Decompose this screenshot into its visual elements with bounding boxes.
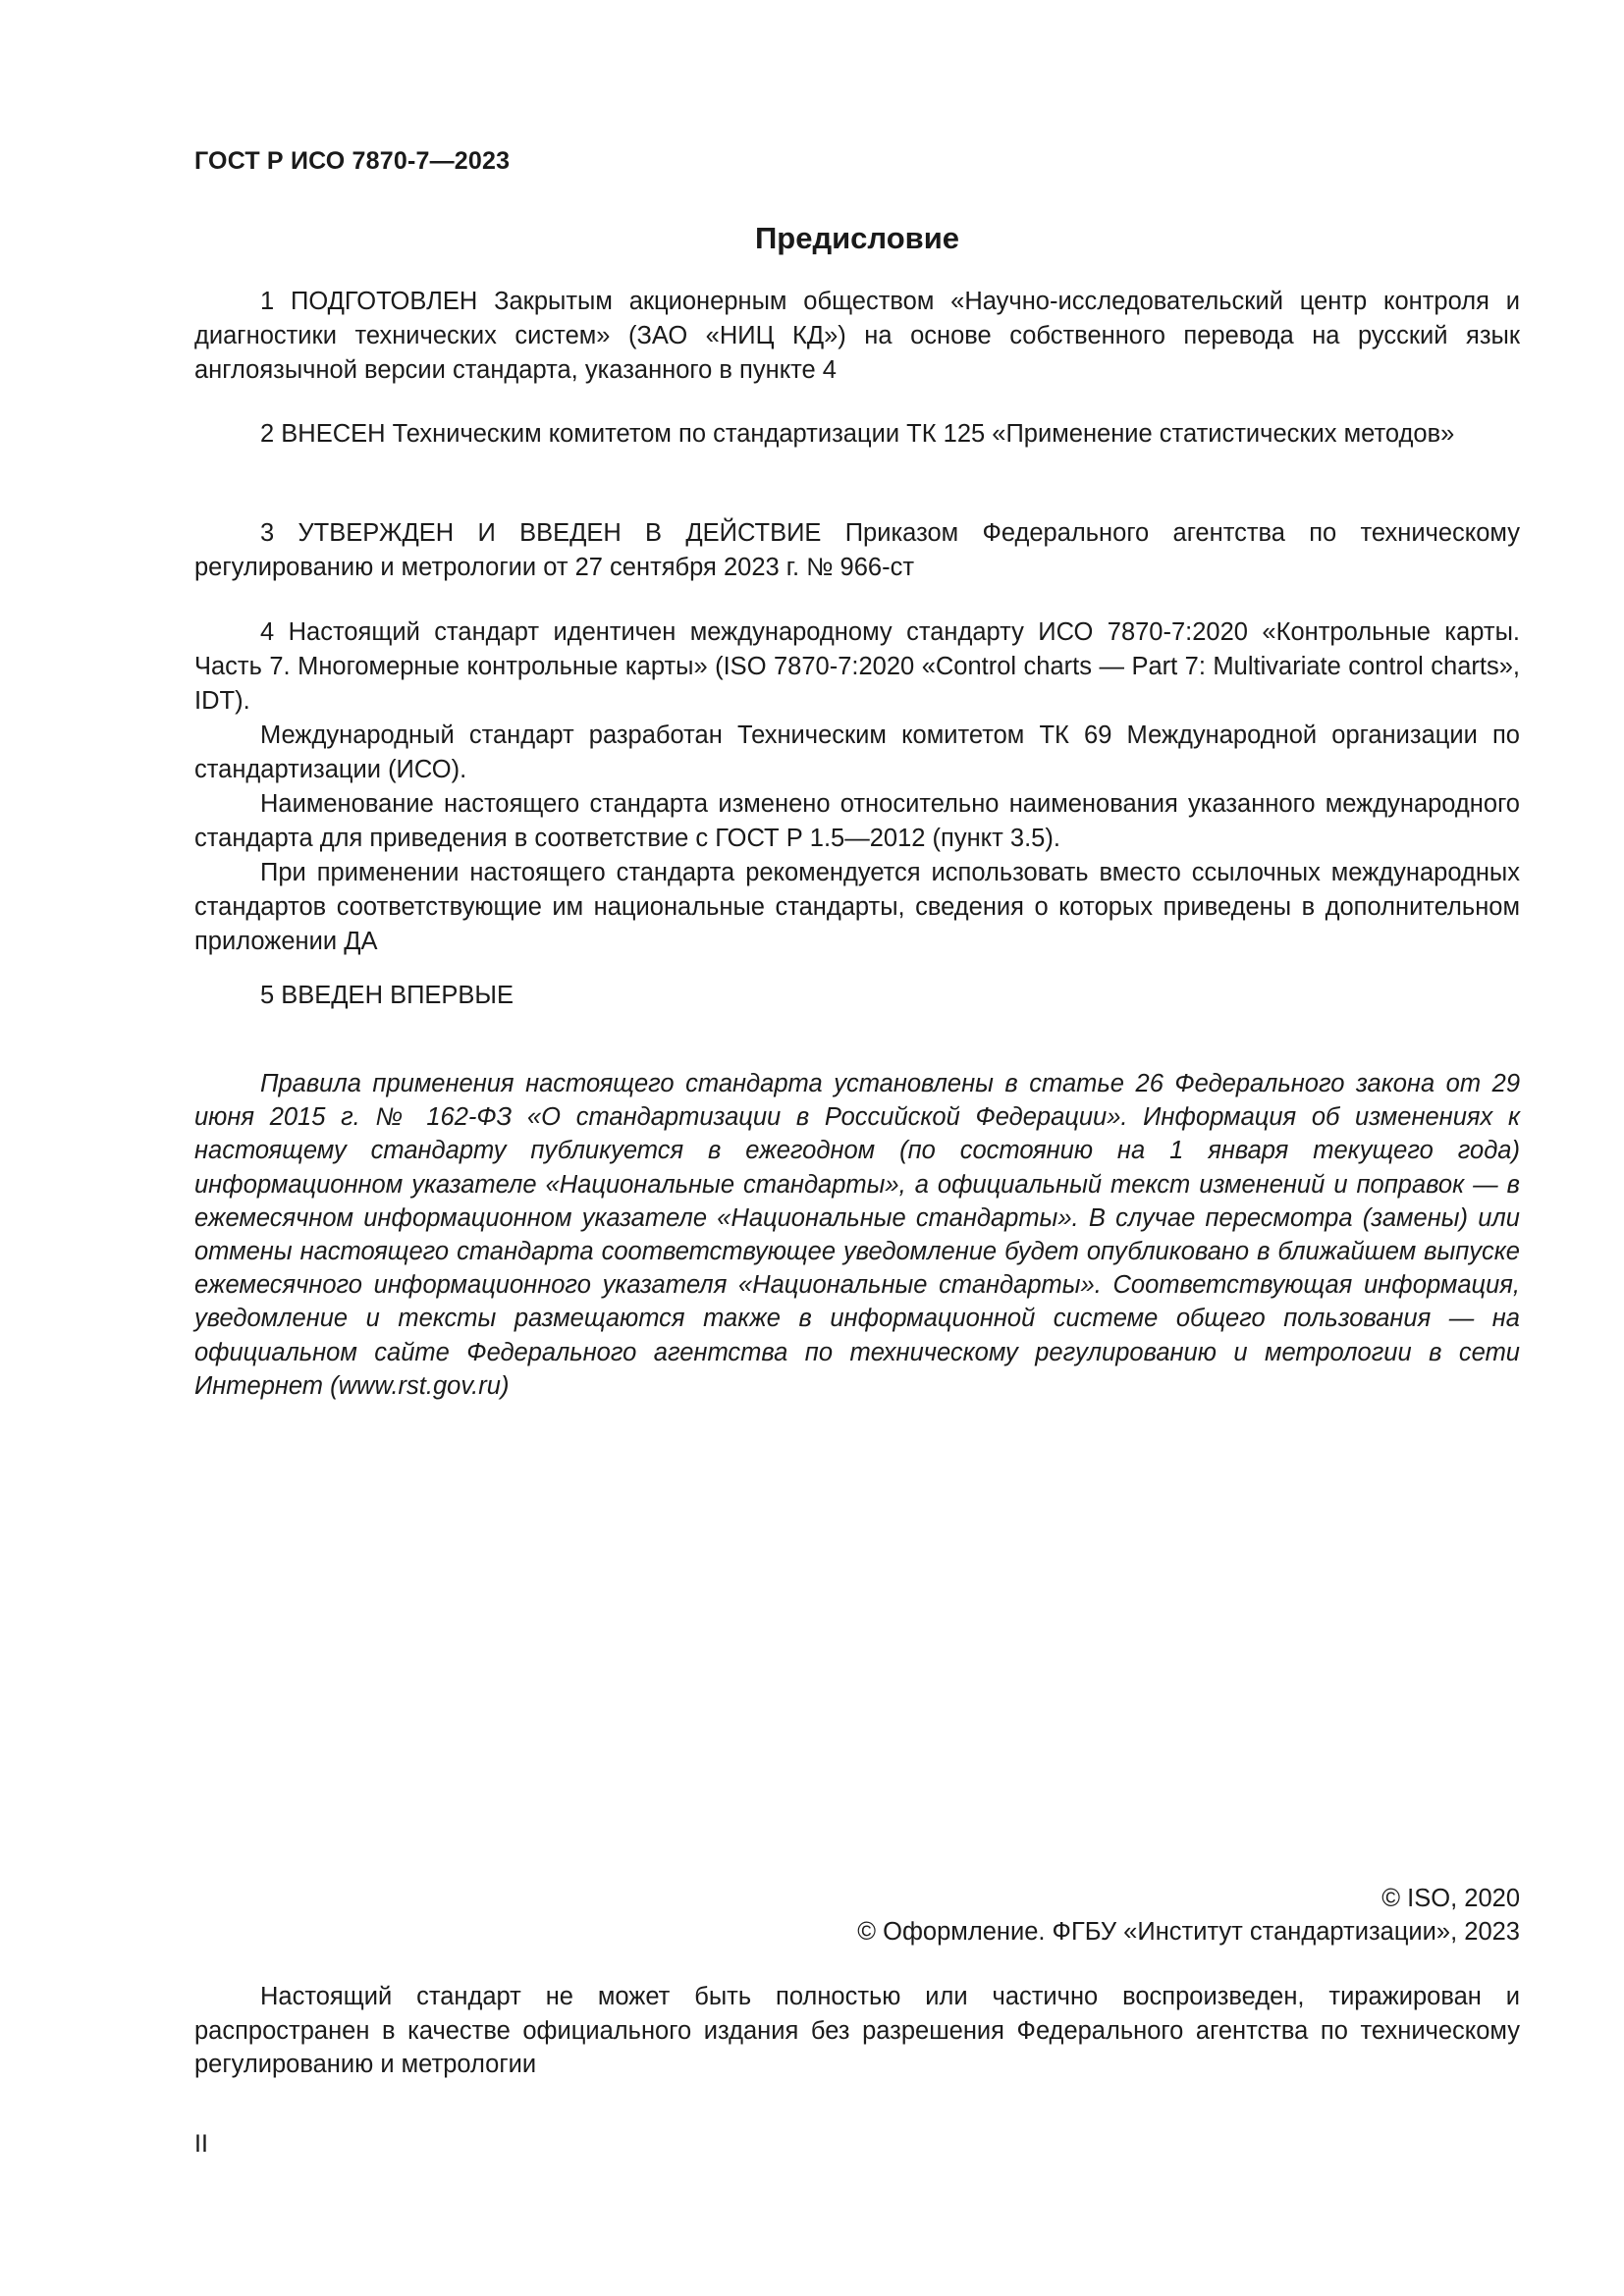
foreword-item-text: 1 ПОДГОТОВЛЕН Закрытым акционерным обществом «Научно-исследовательский центр контроля и диагностики технических систем» (ЗАО «НИЦ КД») на основе собственного перевода на русский язык англоязычной версии стандарта, указанного в пункте 4 xyxy=(194,288,1520,384)
foreword-subparagraph: При применении настоящего стандарта рекомендуется использовать вместо ссылочных международных стандартов соответствующие им национальные стандарты, сведения о которых приведены в дополнительном приложении ДА xyxy=(194,859,1520,955)
copyright-design: © Оформление. ФГБУ «Институт стандартизации», 2023 xyxy=(857,1918,1520,1946)
copyright-iso: © ISO, 2020 xyxy=(1381,1885,1520,1912)
foreword-item-3 xyxy=(194,516,1520,585)
foreword-item-text: 3 УТВЕРЖДЕН И ВВЕДЕН В ДЕЙСТВИЕ Приказом Федерального агентства по техническому регулированию и метрологии от 27 сентября 2023 г. № 966-ст xyxy=(194,519,1520,581)
foreword-item-text: 2 ВНЕСЕН Техническим комитетом по стандартизации ТК 125 «Применение статистических методов» xyxy=(260,420,1455,448)
page-number: II xyxy=(194,2130,208,2158)
foreword-item-text: 4 Настоящий стандарт идентичен международному стандарту ИСО 7870-7:2020 «Контрольные карты. Часть 7. Многомерные контрольные карты» (ISO 7870-7:2020 «Control charts — Part 7: Multivariate control charts», IDT). xyxy=(194,618,1520,715)
foreword-item-text: 5 ВВЕДЕН ВПЕРВЫЕ xyxy=(260,982,514,1009)
foreword-item-2 xyxy=(194,417,1520,452)
foreword-item-4 xyxy=(194,615,1520,959)
reproduction-notice: Настоящий стандарт не может быть полностью или частично воспроизведен, тиражирован и распространен в качестве официального издания без разрешения Федерального агентства по техническому регулированию и метрологии xyxy=(194,1983,1520,2078)
foreword-subparagraph: Наименование настоящего стандарта изменено относительно наименования указанного международного стандарта для приведения в соответствие с ГОСТ Р 1.5—2012 (пункт 3.5). xyxy=(194,790,1520,852)
foreword-item-1 xyxy=(194,285,1520,388)
foreword-subparagraph: Международный стандарт разработан Техническим комитетом ТК 69 Международной организации по стандартизации (ИСО). xyxy=(194,721,1520,783)
page-title: Предисловие xyxy=(754,221,959,255)
foreword-item-5 xyxy=(194,979,1520,1013)
application-rules-notice: Правила применения настоящего стандарта установлены в статье 26 Федерального закона от 29 июня 2015 г. № 162-ФЗ «О стандартизации в Российской Федерации». Информация об изменениях к настоящему стандарту публикуется в ежегодном (по состоянию на 1 января текущего года) информационном указателе «Национальные стандарты», а официальный текст изменений и поправок — в ежемесячном информационном указателе «Национальные стандарты». В случае пересмотра (замены) или отмены настоящего стандарта соответствующее уведомление будет опубликовано в ближайшем выпуске ежемесячного информационного указателя «Национальные стандарты». Соответствующая информация, уведомление и тексты размещаются также в информационной системе общего пользования — на официальном сайте Федерального агентства по техническому регулированию и метрологии в сети Интернет (www.rst.gov.ru) xyxy=(194,1070,1520,1400)
copyright-block xyxy=(857,1882,1520,1949)
document-code-header: ГОСТ Р ИСО 7870-7—2023 xyxy=(194,147,511,175)
